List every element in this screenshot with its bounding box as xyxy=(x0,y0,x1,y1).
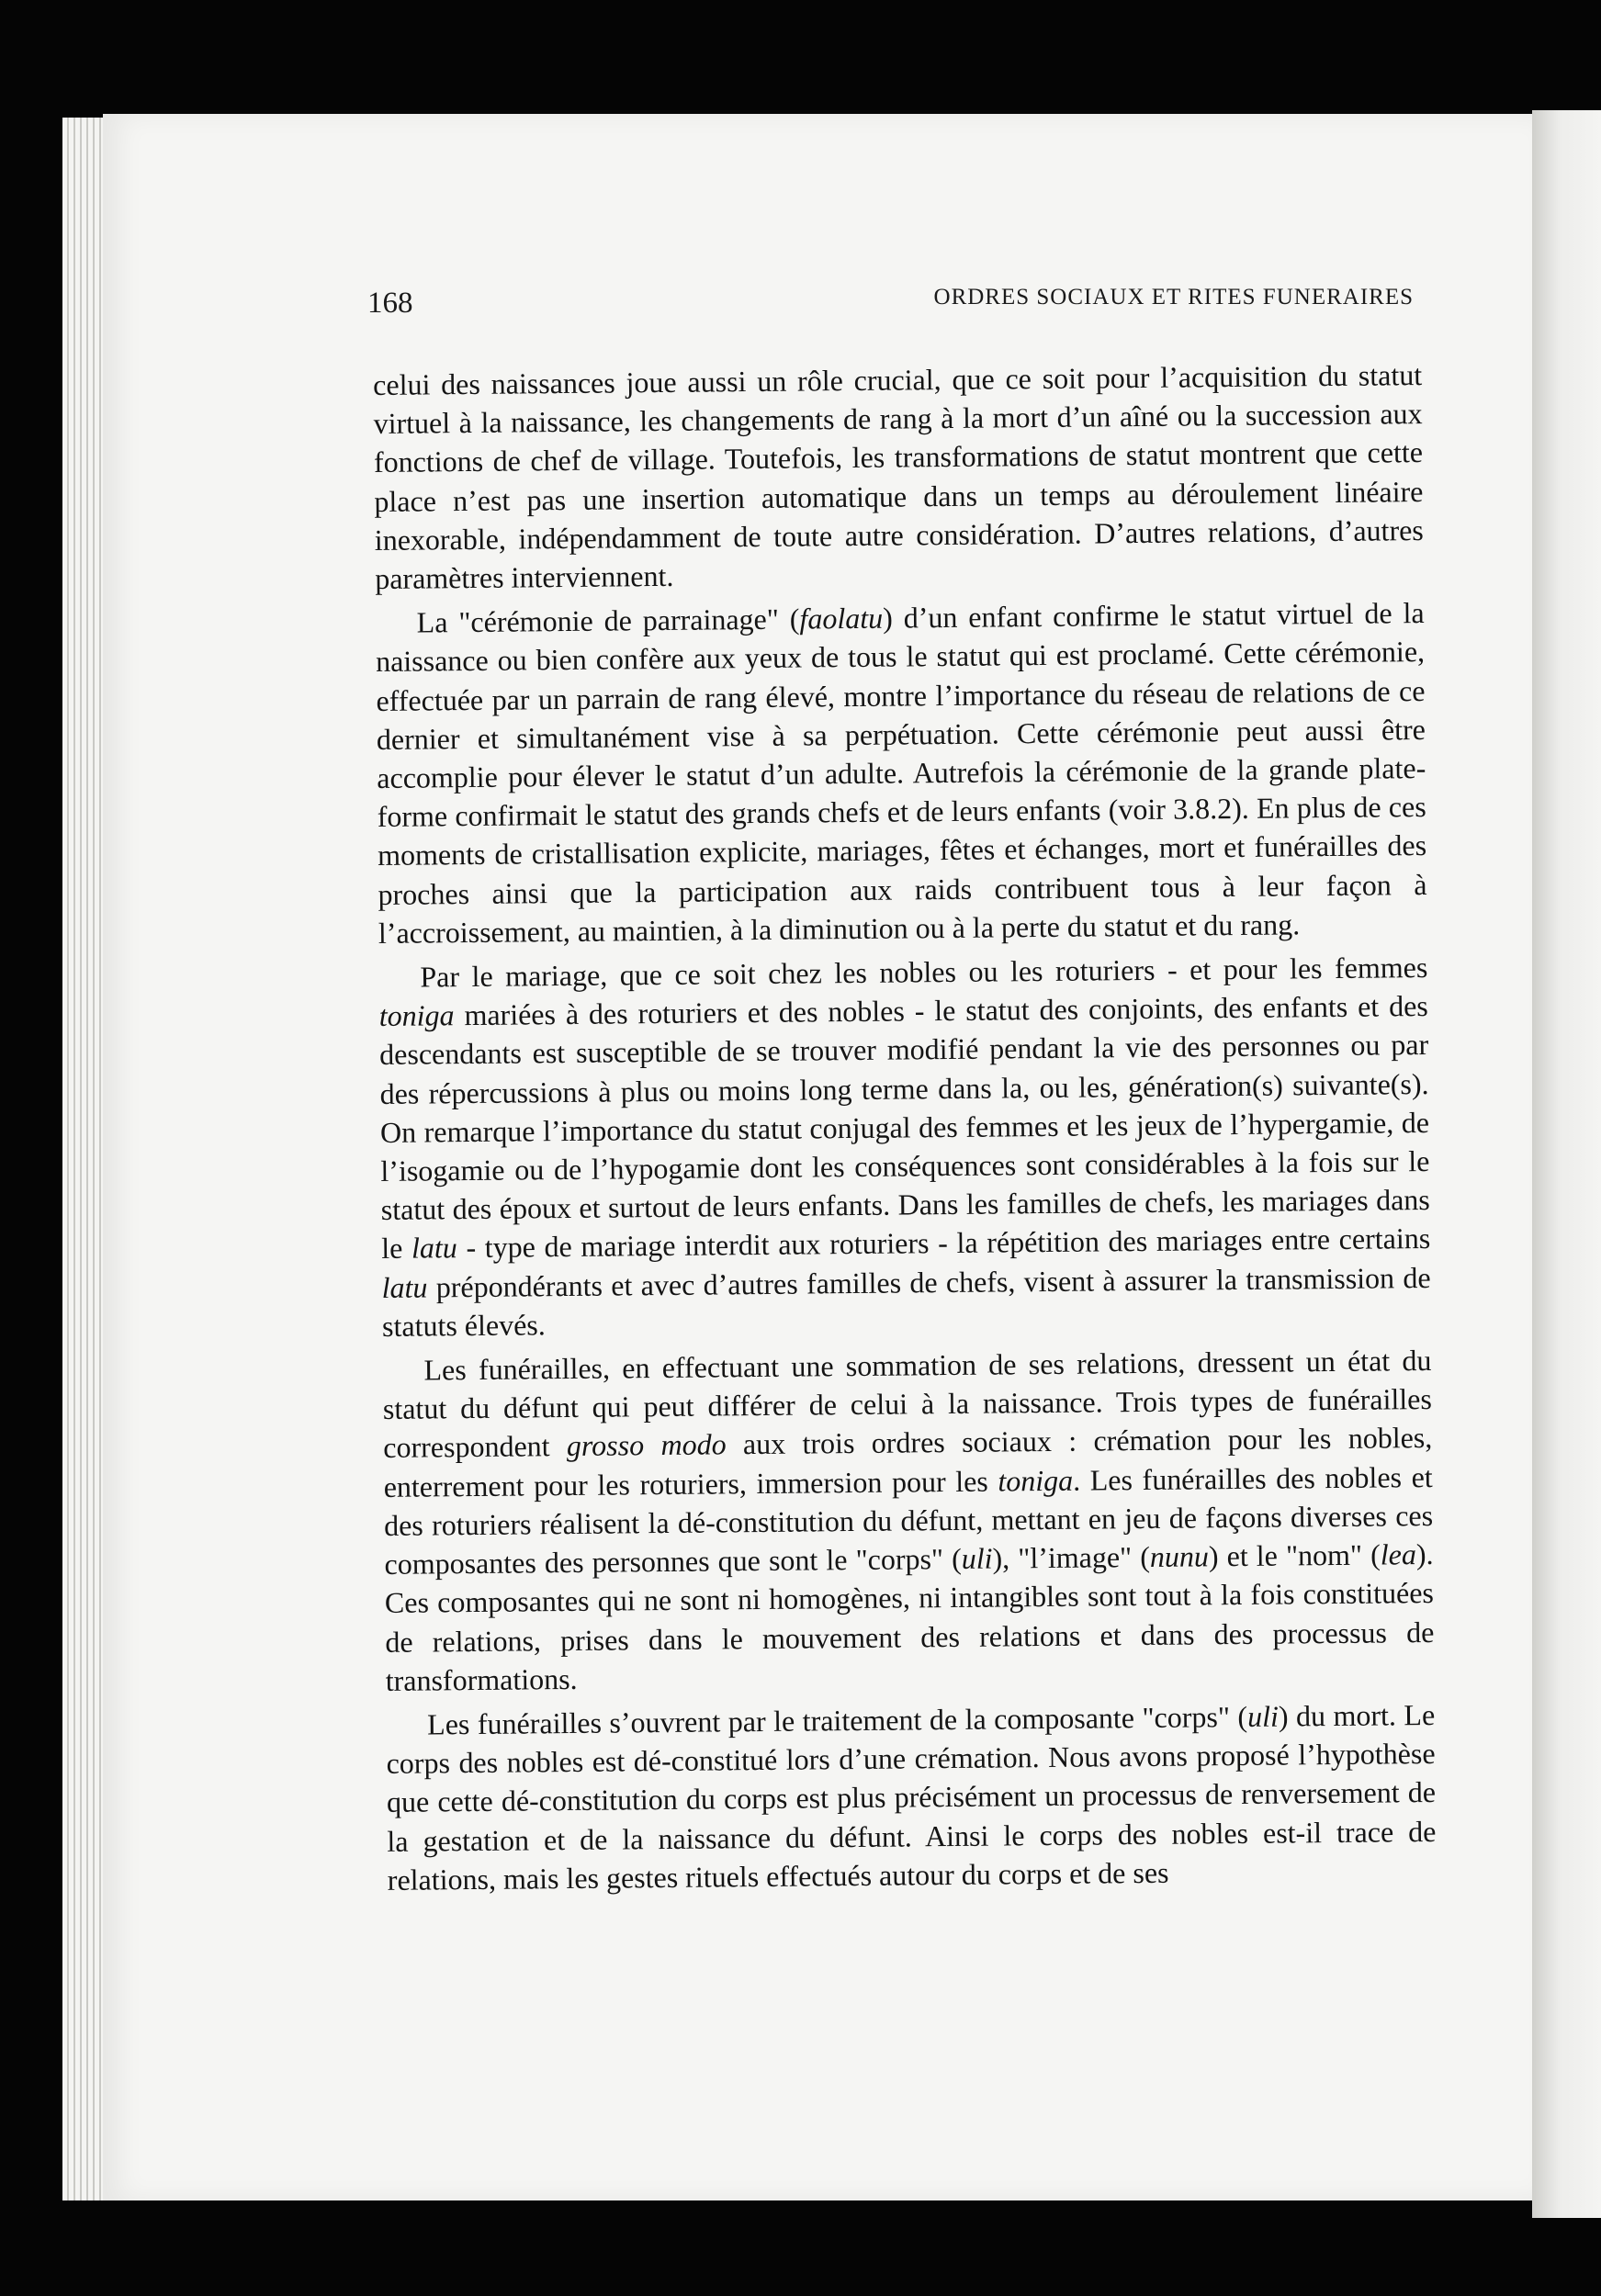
italic-term: latu xyxy=(381,1270,428,1304)
italic-term: toniga xyxy=(998,1463,1074,1498)
text-run: . Les funérailles des nobles et des roturiers réalisent la dé-constitution du défunt, mettant en jeu de façons diverses ces composantes des personnes que sont le "corps" ( xyxy=(383,1459,1434,1581)
text-run: mariées à des roturiers et des nobles - le statut des conjoints, des enfants et des descendants est susceptible de se trouver modifié pendant la vie des personnes ou par des répercussions à plus ou moins long terme dans la, ou les, génération(s) suivante(s). On remarque l’importance du statut conjugal des femmes et les jeux de l’hypergamie, de l’isogamie ou de l’hypogamie dont les conséquences sont considérables à la fois sur le statut des époux et surtout de leurs enfants. Dans les familles de chefs, les mariages dans le xyxy=(379,989,1430,1266)
body-text xyxy=(373,355,1437,1899)
paragraph xyxy=(375,593,1427,952)
text-run: La "cérémonie de parrainage" ( xyxy=(416,602,800,639)
text-run: ) d’un enfant confirme le statut virtuel de la naissance ou bien confère aux yeux de tous le statut qui est proclamé. Cette cérémonie, effectuée par un parrain de rang élevé, montre l’importance du réseau de relations de ce dernier et simultanément vise à sa perpétuation. Cette cérémonie peut aussi être accomplie pour élever le statut d’un adulte. Autrefois la cérémonie de la grande plate-forme confirmait le statut des grands chefs et de leurs enfants (voir 3.8.2). En plus de ces moments de cristallisation explicite, mariages, fêtes et échanges, mort et funérailles des proches ainsi que la participation aux raids contribuent tous à leur façon à l’accroissement, au maintien, à la diminution ou à la perte du statut et du rang. xyxy=(375,596,1427,950)
italic-term: faolatu xyxy=(799,601,884,636)
text-run: ) et le "nom" ( xyxy=(1208,1537,1381,1573)
paragraph xyxy=(386,1695,1437,1899)
paragraph xyxy=(373,355,1424,598)
facing-page-edge xyxy=(1532,110,1601,2218)
text-run: - type de mariage interdit aux roturiers - la répétition des mariages entre certains xyxy=(457,1221,1431,1265)
text-run: ) du mort. Le corps des nobles est dé-constitué lors d’une crémation. Nous avons proposé l’hypothèse que cette dé-constitution du corps est plus précisément un processus de renversement de la gestation et de la naissance du défunt. Ainsi le corps des nobles est-il trace de relations, mais les gestes rituels effectués autour du corps et de ses xyxy=(386,1697,1437,1896)
italic-term: uli xyxy=(1246,1699,1280,1733)
running-head: ORDRES SOCIAUX ET RITES FUNERAIRES xyxy=(933,285,1414,310)
text-run: ), "l’image" ( xyxy=(992,1540,1151,1575)
italic-term: latu xyxy=(411,1231,457,1266)
italic-term: grosso modo xyxy=(566,1427,727,1463)
italic-term: toniga xyxy=(378,998,455,1033)
text-run: prépondérants et avec d’autres familles de chefs, visent à assurer la transmission de statuts élevés. xyxy=(381,1260,1431,1343)
italic-term: uli xyxy=(961,1541,993,1576)
text-run: Par le mariage, que ce soit chez les nobles ou les roturiers - et pour les femmes xyxy=(420,951,1428,994)
text-run: Les funérailles, en effectuant une sommation de ses relations, dressent un état du statut du défunt qui peut différer de celui à la naissance. Trois types de funérailles correspondent xyxy=(382,1344,1433,1465)
italic-term: nunu xyxy=(1149,1539,1210,1574)
paragraph xyxy=(382,1341,1435,1700)
paragraph xyxy=(378,948,1431,1345)
text-run: ). Ces composantes qui ne sont ni homogènes, ni intangibles sont tout à la fois constituées de relations, prises dans le mouvement des relations et dans des processus de transformations. xyxy=(384,1537,1435,1697)
page-number: 168 xyxy=(367,287,413,320)
text-run: Les funérailles s’ouvrent par le traitement de la composante "corps" ( xyxy=(427,1699,1248,1741)
text-run: aux trois ordres sociaux : crémation pour les nobles, enterrement pour les roturiers, immersion pour les xyxy=(383,1421,1433,1503)
text-run: celui des naissances joue aussi un rôle crucial, que ce soit pour l’acquisition du statut virtuel à la naissance, les changements de rang à la mort d’un aîné ou la succession aux fonctions de chef de village. Toutefois, les transformations de statut montrent que cette place n’est pas une insertion automatique dans un temps au déroulement linéaire inexorable, indépendamment de toute autre considération. D’autres relations, d’autres paramètres interviennent. xyxy=(373,358,1424,596)
italic-term: lea xyxy=(1380,1537,1417,1571)
